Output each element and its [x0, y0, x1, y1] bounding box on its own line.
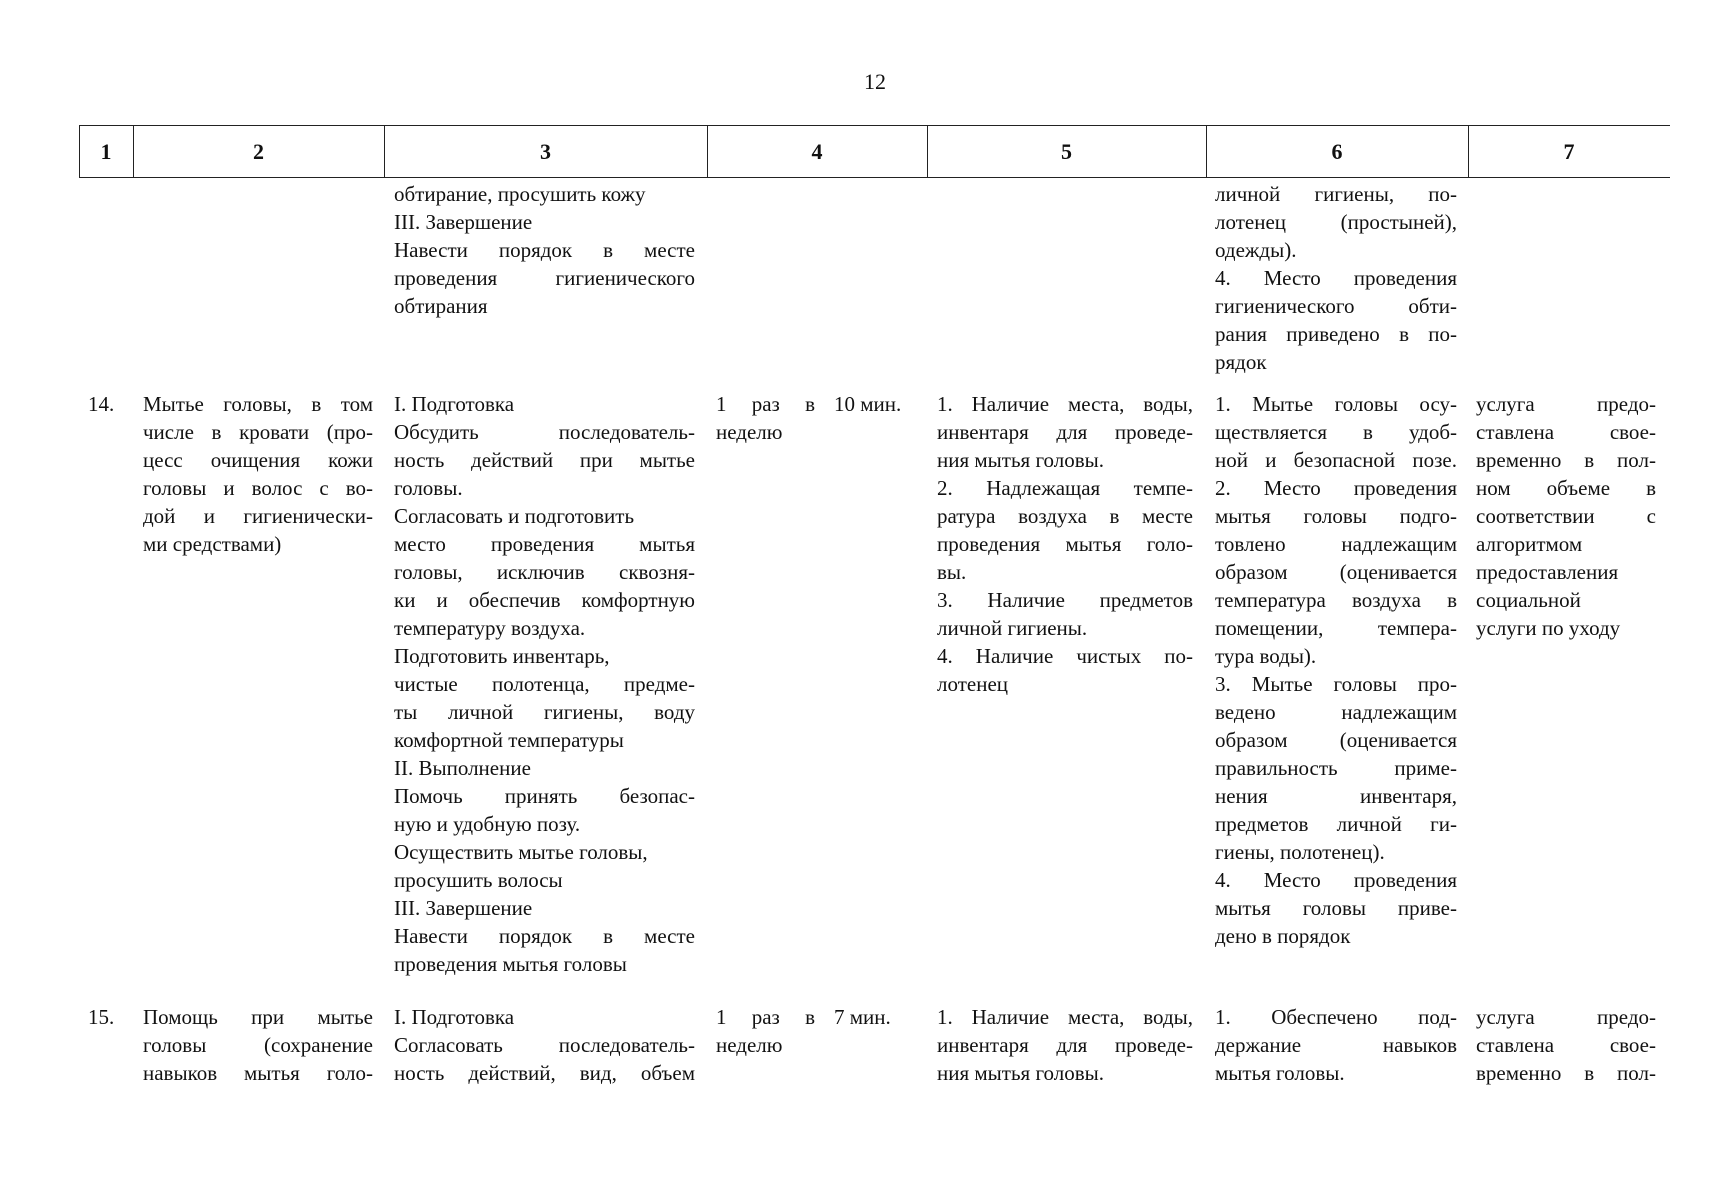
row-15-quality	[1215, 1003, 1457, 1087]
row-15-service-name	[143, 1003, 373, 1087]
text-line: головы и волос с во-	[143, 476, 373, 500]
text-line: временно в пол-	[1476, 448, 1656, 472]
text-line: ратура воздуха в месте	[937, 504, 1193, 528]
text-line: услуга предо-	[1476, 392, 1656, 416]
text-line: 4. Место проведения	[1215, 266, 1457, 290]
text-line: I. Подготовка	[394, 392, 515, 416]
text-line: ность действий, вид, объем	[394, 1061, 695, 1085]
text-line: комфортной температуры	[394, 728, 624, 752]
text-line: Помочь принять безопас-	[394, 784, 695, 808]
text-line: 1. Обеспечено под-	[1215, 1005, 1457, 1029]
text-line: ки и обеспечив комфортную	[394, 588, 695, 612]
text-line: головы.	[394, 476, 463, 500]
text-line: проведения мытья голо-	[937, 532, 1193, 556]
text-line: правильность приме-	[1215, 756, 1457, 780]
text-line: тура воды).	[1215, 644, 1317, 668]
row-14-service-name	[143, 390, 373, 558]
row-14-assessment	[1476, 390, 1656, 642]
text-line: Обсудить последователь-	[394, 420, 695, 444]
row-15-procedure	[394, 1003, 695, 1087]
header-col-4: 4	[811, 138, 823, 164]
text-line: ния мытья головы.	[937, 448, 1105, 472]
text-line: 3. Мытье головы про-	[1215, 672, 1457, 696]
row-14-procedure	[394, 390, 695, 978]
text-line: вы.	[937, 560, 967, 584]
text-line: III. Завершение	[394, 210, 533, 234]
text-line: нения инвентаря,	[1215, 784, 1457, 808]
row-14-frequency	[716, 390, 815, 446]
text-line: 2. Место проведения	[1215, 476, 1457, 500]
text-line: место проведения мытья	[394, 532, 695, 556]
text-line: 4. Место проведения	[1215, 868, 1457, 892]
text-line: головы (сохранение	[143, 1033, 373, 1057]
text-line: временно в пол-	[1476, 1061, 1656, 1085]
text-line: обтирания	[394, 294, 488, 318]
text-line: проведения мытья головы	[394, 952, 627, 976]
text-line: дено в порядок	[1215, 924, 1351, 948]
text-line: числе в кровати (про-	[143, 420, 373, 444]
text-line: Навести порядок в месте	[394, 238, 695, 262]
text-line: ми средствами)	[143, 532, 282, 556]
text-line: личной гигиены.	[937, 616, 1088, 640]
text-line: мытья головы подго-	[1215, 504, 1457, 528]
text-line: обтирание, просушить кожу	[394, 182, 646, 206]
text-line: просушить волосы	[394, 868, 563, 892]
text-line: соответствии с	[1476, 504, 1656, 528]
text-line: социальной	[1476, 588, 1581, 612]
text-line: держание навыков	[1215, 1033, 1457, 1057]
header-col-5: 5	[1061, 138, 1072, 164]
header-col-6: 6	[1331, 138, 1343, 164]
text-line: Помощь при мытье	[143, 1005, 373, 1029]
text-line: ную и удобную позу.	[394, 812, 581, 836]
text-line: помещении, темпера-	[1215, 616, 1457, 640]
header-col-2: 2	[253, 138, 264, 164]
continuation-col6	[1215, 180, 1457, 376]
text-line: 1 раз в	[716, 1005, 815, 1029]
text-line: 1. Наличие места, воды,	[937, 392, 1193, 416]
text-line: услуги по уходу	[1476, 616, 1621, 640]
text-line: ной и безопасной позе.	[1215, 448, 1457, 472]
header-col-3: 3	[540, 138, 551, 164]
text-line: чистые полотенца, предме-	[394, 672, 695, 696]
text-line: ществляется в удоб-	[1215, 420, 1457, 444]
text-line: Мытье головы, в том	[143, 392, 373, 416]
text-line: гиены, полотенец).	[1215, 840, 1385, 864]
text-line: гигиенического обти-	[1215, 294, 1457, 318]
row-14-conditions	[937, 390, 1193, 698]
text-line: цесс очищения кожи	[143, 448, 373, 472]
row-15-conditions	[937, 1003, 1193, 1087]
text-line: 1. Мытье головы осу-	[1215, 392, 1457, 416]
text-line: ном объеме в	[1476, 476, 1656, 500]
row-15-frequency	[716, 1003, 815, 1059]
text-line: Подготовить инвентарь,	[394, 644, 610, 668]
text-line: инвентаря для проведе-	[937, 1033, 1193, 1057]
text-line: услуга предо-	[1476, 1005, 1656, 1029]
text-line: алгоритмом	[1476, 532, 1583, 556]
text-line: лотенец (простыней),	[1215, 210, 1457, 234]
text-line: неделю	[716, 1033, 783, 1057]
page-number: 12	[864, 69, 886, 94]
text-line: ставлена свое-	[1476, 1033, 1656, 1057]
text-line: I. Подготовка	[394, 1005, 515, 1029]
text-line: температура воздуха в	[1215, 588, 1457, 612]
text-line: дой и гигиенически-	[143, 504, 373, 528]
text-line: инвентаря для проведе-	[937, 420, 1193, 444]
row-15-duration: 7 мин.	[834, 1005, 891, 1029]
text-line: товлено надлежащим	[1215, 532, 1457, 556]
text-line: проведения гигиенического	[394, 266, 695, 290]
header-col-7: 7	[1563, 138, 1575, 164]
text-line: головы, исключив сквозня-	[394, 560, 695, 584]
text-line: 2. Надлежащая темпе-	[937, 476, 1193, 500]
text-line: ведено надлежащим	[1215, 700, 1457, 724]
row-14-quality	[1215, 390, 1457, 950]
text-line: образом (оценивается	[1215, 728, 1457, 752]
text-line: Навести порядок в месте	[394, 924, 695, 948]
text-line: личной гигиены, по-	[1215, 182, 1457, 206]
text-line: 4. Наличие чистых по-	[937, 644, 1193, 668]
text-line: 1. Наличие места, воды,	[937, 1005, 1193, 1029]
table-header-row	[79, 125, 1670, 178]
text-line: Согласовать последователь-	[394, 1033, 695, 1057]
text-line: неделю	[716, 420, 783, 444]
text-line: 3. Наличие предметов	[937, 588, 1193, 612]
text-line: рания приведено в по-	[1215, 322, 1457, 346]
text-line: предоставления	[1476, 560, 1619, 584]
text-line: предметов личной ги-	[1215, 812, 1457, 836]
text-line: ния мытья головы.	[937, 1061, 1105, 1085]
text-line: Осуществить мытье головы,	[394, 840, 648, 864]
header-col-1: 1	[100, 138, 112, 164]
text-line: мытья головы.	[1215, 1061, 1345, 1085]
row-15-assessment	[1476, 1003, 1656, 1087]
text-line: ты личной гигиены, воду	[394, 700, 695, 724]
text-line: III. Завершение	[394, 896, 533, 920]
text-line: температуру воздуха.	[394, 616, 586, 640]
text-line: одежды).	[1215, 238, 1297, 262]
row-number: 15.	[88, 1005, 115, 1029]
continuation-col3	[394, 180, 695, 320]
text-line: рядок	[1215, 350, 1267, 374]
text-line: II. Выполнение	[394, 756, 531, 780]
text-line: образом (оценивается	[1215, 560, 1457, 584]
text-line: навыков мытья голо-	[143, 1061, 373, 1085]
row-14-duration: 10 мин.	[834, 392, 902, 416]
text-line: ность действий при мытье	[394, 448, 695, 472]
text-line: Согласовать и подготовить	[394, 504, 635, 528]
row-number: 14.	[88, 392, 115, 416]
text-line: 1 раз в	[716, 392, 815, 416]
text-line: мытья головы приве-	[1215, 896, 1457, 920]
text-line: ставлена свое-	[1476, 420, 1656, 444]
text-line: лотенец	[937, 672, 1008, 696]
